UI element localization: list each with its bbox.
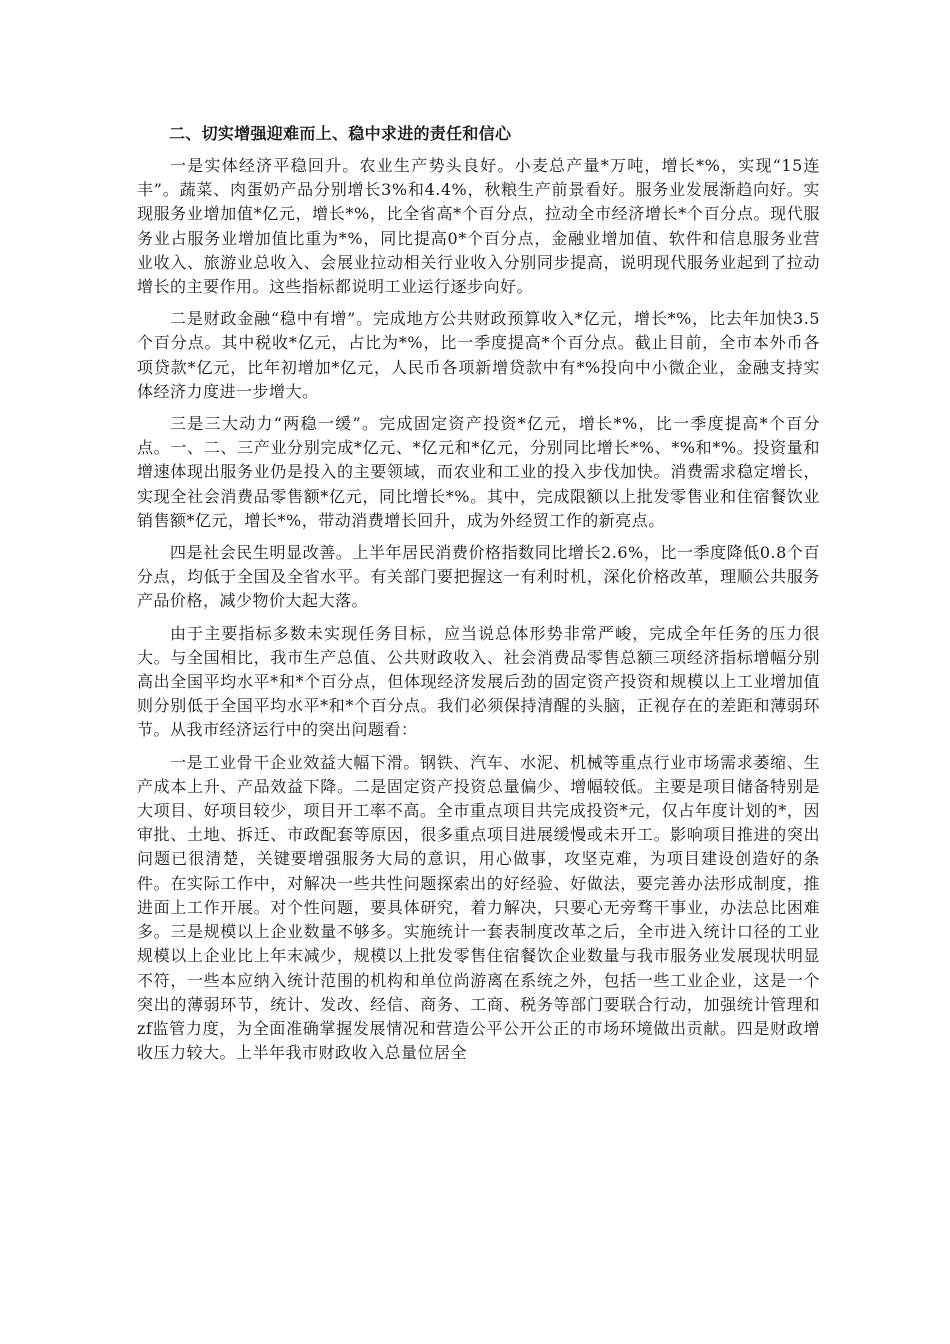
paragraph-real-economy: 一是实体经济平稳回升。农业生产势头良好。小麦总产量*万吨，增长*%，实现“15连丰”。蔬菜、肉蛋奶产品分别增长3%和4.4%，秋粮生产前景看好。服务业发展渐趋向好。实现服务业增加值*亿元，增长*%，比全省高*个百分点，拉动全市经济增长*个百分点。现代服务业占服务业增加值比重为*%，同比提高0*个百分点，金融业增加值、软件和信息服务业营业收入、旅游业总收入、会展业拉动相关行业收入分别同步提高，说明现代服务业起到了拉动增长的主要作用。这些指标都说明工业运行逐步向好。 bbox=[137, 156, 820, 297]
paragraph-situation: 由于主要指标多数未实现任务目标，应当说总体形势非常严峻，完成全年任务的压力很大。与全国相比，我市生产总值、公共财政收入、社会消费品零售总额三项经济指标增幅分别高出全国平均水平*和*个百分点，但体现经济发展后劲的固定资产投资和规模以上工业增加值则分别低于全国平均水平*和*个百分点。我们必须保持清醒的头脑，正视存在的差距和薄弱环节。从我市经济运行中的突出问题看： bbox=[137, 623, 820, 740]
paragraph-problems: 一是工业骨干企业效益大幅下滑。钢铁、汽车、水泥、机械等重点行业市场需求萎缩、生产成本上升、产品效益下降。二是固定资产投资总量偏少、增幅较低。主要是项目储备特别是大项目、好项目较少，项目开工率不高。全市重点项目共完成投资*元，仅占年度计划的*，因审批、土地、拆迁、市政配套等原因，很多重点项目进展缓慢或未开工。影响项目推进的突出问题已很清楚，关键要增强服务大局的意识，用心做事，攻坚克难，为项目建设创造好的条件。在实际工作中，对解决一些共性问题探索出的好经验、好做法，要完善办法形成制度，推进面上工作开展。对个性问题，要具体研究，着力解决，只要心无旁骛干事业，办法总比困难多。三是规模以上企业数量不够多。实施统计一套表制度改革之后，全市进入统计口径的工业规模以上企业比上年末减少，规模以上批发零售住宿餐饮企业数量与我市服务业发展现状明显不符，一些本应纳入统计范围的机构和单位尚游离在系统之外，包括一些工业企业，这是一个突出的薄弱环节，统计、发改、经信、商务、工商、税务等部门要联合行动，加强统计管理和zf监管力度，为全面准确掌握发展情况和营造公平公开公正的市场环境做出贡献。四是财政增收压力较大。上半年我市财政收入总量位居全 bbox=[137, 752, 820, 1063]
paragraph-finance: 二是财政金融“稳中有增”。完成地方公共财政预算收入*亿元，增长*%，比去年加快3.5个百分点。其中税收*亿元，占比为*%，比一季度提高*个百分点。截止目前，全市本外币各项贷款*亿元，比年初增加*亿元，人民币各项新增贷款中有*%投向中小微企业，金融支持实体经济力度进一步增大。 bbox=[137, 309, 820, 401]
paragraph-livelihood: 四是社会民生明显改善。上半年居民消费价格指数同比增长2.6%，比一季度降低0.8个百分点，均低于全国及全省水平。有关部门要把握这一有利时机，深化价格改革，理顺公共服务产品价格，减少物价大起大落。 bbox=[137, 543, 820, 611]
paragraph-three-drivers: 三是三大动力“两稳一缓”。完成固定资产投资*亿元，增长*%，比一季度提高*个百分点。一、二、三产业分别完成*亿元、*亿元和*亿元，分别同比增长*%、*%和*%。投资量和增速体现出服务业仍是投入的主要领域，而农业和工业的投入步伐加快。消费需求稳定增长，实现全社会消费品零售额*亿元，同比增长*%。其中，完成限额以上批发零售业和住宿餐饮业销售额*亿元，增长*%，带动消费增长回升，成为外经贸工作的新亮点。 bbox=[137, 414, 820, 530]
section-heading: 二、切实增强迎难而上、稳中求进的责任和信心 bbox=[169, 124, 512, 143]
document-page bbox=[137, 120, 820, 1065]
